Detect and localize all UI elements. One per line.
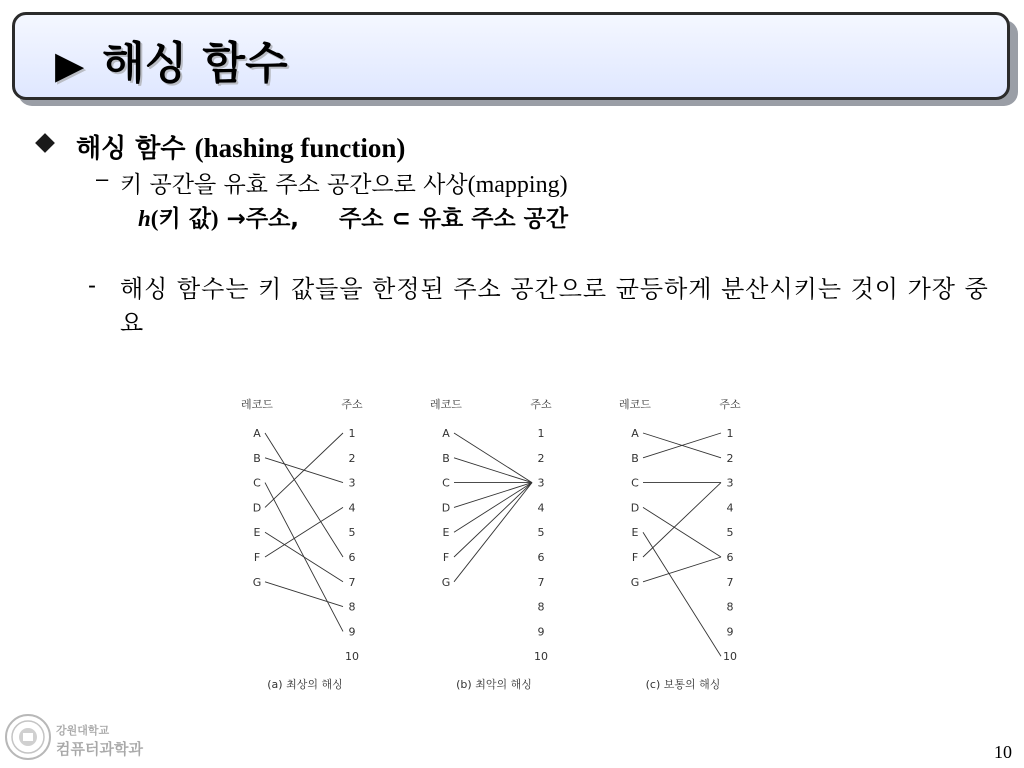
address-label: 5 bbox=[348, 526, 356, 540]
formula-arrow-part: →주소, bbox=[218, 206, 300, 232]
address-label: 9 bbox=[726, 625, 734, 639]
hash-formula bbox=[138, 200, 568, 233]
record-label: F bbox=[631, 551, 639, 564]
play-triangle-icon: ▶ bbox=[55, 43, 85, 87]
address-label: 10 bbox=[723, 650, 737, 664]
address-label: 4 bbox=[348, 501, 356, 515]
mapping-line bbox=[643, 557, 721, 582]
address-label: 8 bbox=[537, 600, 545, 614]
mapping-line bbox=[454, 483, 532, 557]
address-label: 1 bbox=[726, 427, 734, 440]
address-label: 6 bbox=[537, 551, 545, 564]
address-label: 10 bbox=[345, 650, 359, 664]
sub-bullet-1-en: (mapping) bbox=[467, 172, 568, 198]
diagram-caption: (b) 최악의 해싱 bbox=[456, 678, 532, 691]
address-label: 8 bbox=[348, 600, 356, 614]
formula-right: 주소 ⊂ 유효 주소 공간 bbox=[339, 206, 569, 232]
record-label: D bbox=[252, 501, 262, 515]
mapping-line bbox=[265, 507, 343, 557]
record-label: G bbox=[630, 575, 640, 589]
mapping-line bbox=[454, 483, 532, 508]
mapping-line bbox=[265, 433, 343, 557]
mapping-line bbox=[265, 433, 343, 507]
mapping-line bbox=[454, 483, 532, 533]
title-bar bbox=[12, 12, 1010, 100]
address-label: 8 bbox=[726, 600, 734, 614]
address-label: 7 bbox=[537, 575, 545, 589]
sub-bullet-1-ko: 키 공간을 유효 주소 공간으로 사상 bbox=[120, 172, 468, 198]
mapping-line bbox=[454, 483, 532, 582]
university-seal-icon bbox=[4, 713, 52, 761]
mapping-line bbox=[265, 582, 343, 607]
record-label: B bbox=[442, 451, 450, 465]
address-label: 9 bbox=[537, 625, 545, 639]
slide-title-text: 해싱 함수 bbox=[102, 38, 288, 89]
formula-paren-close: ) bbox=[210, 206, 219, 231]
address-label: 10 bbox=[534, 650, 548, 664]
address-label: 2 bbox=[537, 451, 545, 465]
record-label: G bbox=[252, 575, 262, 589]
main-bullet-ko: 해싱 함수 bbox=[76, 134, 186, 164]
address-label: 3 bbox=[726, 476, 734, 490]
address-header: 주소 bbox=[341, 398, 363, 411]
record-header: 레코드 bbox=[241, 398, 273, 411]
diagram-caption: (c) 보통의 해싱 bbox=[645, 678, 721, 691]
address-label: 7 bbox=[726, 575, 734, 589]
record-label: A bbox=[442, 427, 450, 440]
record-label: A bbox=[253, 427, 261, 440]
address-label: 6 bbox=[726, 551, 734, 564]
footer-university: 강원대학교 bbox=[56, 724, 110, 737]
record-header: 레코드 bbox=[430, 398, 462, 411]
footer-institution bbox=[56, 722, 143, 758]
main-bullet-en: (hashing function) bbox=[194, 133, 406, 163]
mapping-line bbox=[265, 532, 343, 582]
record-label: C bbox=[253, 476, 261, 490]
record-label: E bbox=[253, 526, 261, 540]
diamond-bullet-icon bbox=[35, 133, 55, 153]
mapping-line bbox=[643, 507, 721, 557]
address-label: 6 bbox=[348, 551, 356, 564]
address-label: 9 bbox=[348, 625, 356, 639]
formula-paren-open: ( bbox=[150, 206, 159, 231]
formula-arg: 키 값 bbox=[158, 206, 211, 232]
record-label: B bbox=[253, 451, 261, 465]
record-label: E bbox=[631, 526, 639, 540]
footer-department: 컴퓨터과학과 bbox=[56, 740, 143, 758]
address-label: 3 bbox=[537, 476, 545, 490]
main-bullet bbox=[76, 128, 405, 165]
address-label: 2 bbox=[726, 451, 734, 465]
mapping-line bbox=[454, 433, 532, 483]
sub-bullet-2-dash: - bbox=[88, 272, 96, 299]
record-label: F bbox=[442, 551, 450, 564]
address-label: 3 bbox=[348, 476, 356, 490]
record-label: C bbox=[442, 476, 450, 490]
record-label: C bbox=[631, 476, 639, 490]
sub-bullet-2: 해싱 함수는 키 값들을 한정된 주소 공간으로 균등하게 분산시키는 것이 가장 중요 bbox=[120, 275, 989, 337]
address-label: 1 bbox=[537, 427, 545, 440]
sub-bullet-1 bbox=[120, 166, 568, 199]
record-label: A bbox=[631, 427, 639, 440]
mapping-line bbox=[643, 483, 721, 557]
record-label: G bbox=[441, 575, 451, 589]
address-label: 5 bbox=[726, 526, 734, 540]
record-label: B bbox=[631, 451, 639, 465]
address-label: 2 bbox=[348, 451, 356, 465]
diagram-caption: (a) 최상의 해싱 bbox=[267, 678, 343, 691]
slide-title bbox=[55, 27, 288, 91]
record-label: E bbox=[442, 526, 450, 540]
record-label: F bbox=[253, 551, 261, 564]
sub-bullet-1-dash: – bbox=[96, 166, 109, 191]
record-label: D bbox=[441, 501, 451, 515]
address-header: 주소 bbox=[530, 398, 552, 411]
record-header: 레코드 bbox=[619, 398, 651, 411]
address-label: 4 bbox=[537, 501, 545, 515]
record-label: D bbox=[630, 501, 640, 515]
mapping-line bbox=[643, 532, 721, 656]
address-label: 4 bbox=[726, 501, 734, 515]
formula-h: h bbox=[138, 206, 151, 231]
address-label: 5 bbox=[537, 526, 545, 540]
address-label: 7 bbox=[348, 575, 356, 589]
page-number: 10 bbox=[994, 742, 1012, 762]
hashing-diagrams bbox=[226, 390, 766, 700]
address-header: 주소 bbox=[719, 398, 741, 411]
mapping-line bbox=[454, 458, 532, 483]
address-label: 1 bbox=[348, 427, 356, 440]
